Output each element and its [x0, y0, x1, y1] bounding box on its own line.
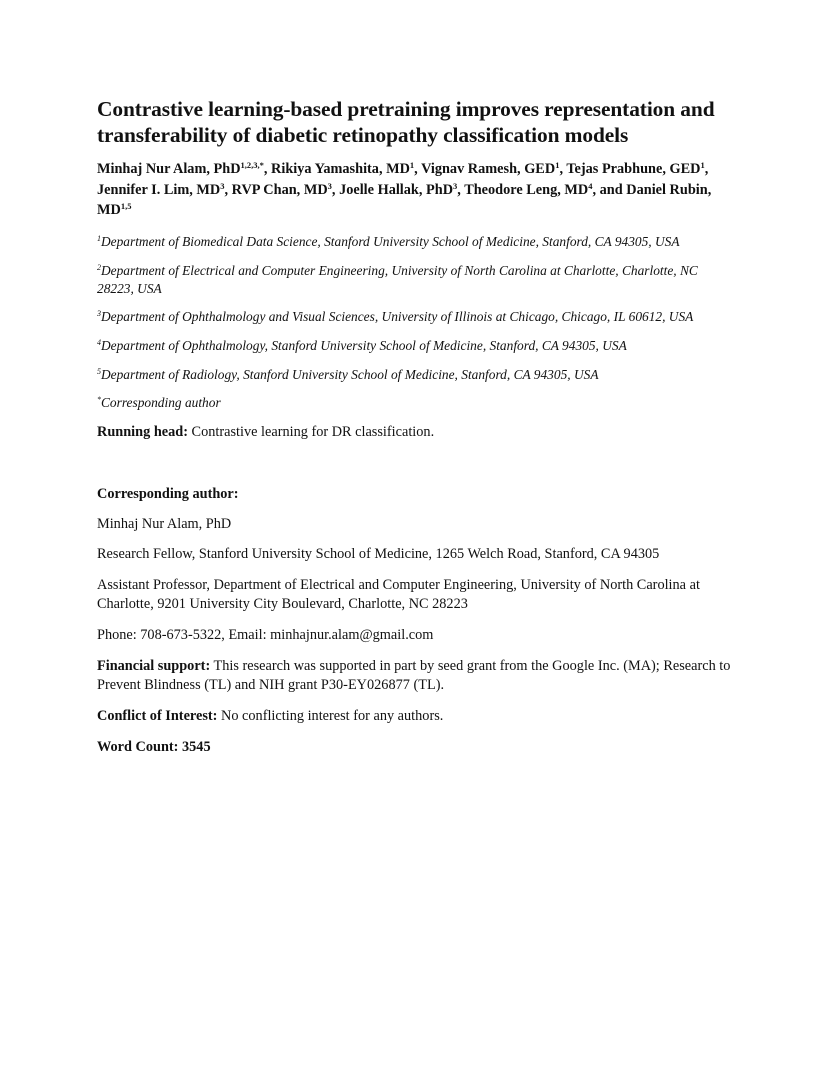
author-list — [97, 159, 737, 221]
author: Jennifer I. Lim, $MD^3$, — [97, 180, 232, 198]
affiliation: $^2$Department of Electrical and Computer Engineering, University of North Carolina at Charlotte, Charlotte, NC 28223, USA — [97, 263, 698, 296]
author: Joelle Hallak, PhD$^3$, — [339, 180, 465, 198]
affiliation: $^4$Department of Ophthalmology, Stanford University School of Medicine, Stanford, CA 94305, USA — [97, 338, 627, 353]
corresponding-position: Assistant Professor, Department of Electrical and Computer Engineering, University of North Carolina at Charlotte, 9201 University City Boulevard, Charlotte, NC 28223 — [97, 577, 700, 612]
corresponding-name: Minhaj Nur Alam, PhD — [97, 516, 232, 532]
corresponding-heading: Corresponding author: — [97, 486, 239, 502]
contact-info: Phone: 708-673-5322, Email: minhajnur.alam@gmail.com — [97, 627, 434, 643]
word-count: Word Count: 3545 — [97, 739, 211, 755]
affiliation: $^3$Department of Ophthalmology and Visual Sciences, University of Illinois at Chicago, Chicago, IL 60612, USA — [97, 309, 694, 324]
author: Vignav Ramesh, GED$^1$, — [421, 160, 567, 177]
author: Rikiya Yamashita, $MD^1$, — [271, 160, 422, 177]
paper-title: Contrastive learning-based pretraining improves representation and transferability of diabetic retinopathy classification models — [97, 97, 715, 147]
author: Minhaj Nur Alam, PhD$^{1,2,3,*}$, — [97, 160, 272, 177]
affiliation: $^1$Department of Biomedical Data Science, Stanford University School of Medicine, Stanford, CA 94305, USA — [97, 234, 680, 249]
author: RVP Chan, $MD^3$, — [231, 180, 340, 198]
affiliation: $^5$Department of Radiology, Stanford University School of Medicine, Stanford, CA 94305, USA — [97, 367, 599, 382]
conflict-of-interest: Conflict of Interest: No conflicting interest for any authors. — [97, 708, 444, 724]
author: Theodore Leng, $MD^4$, and — [464, 180, 627, 198]
financial-support: Financial support: This research was supported in part by seed grant from the Google Inc. (MA); Research to Prevent Blindness (TL) and NIH grant P30-EY026877 (TL). — [97, 658, 731, 693]
author: Daniel Rubin, MD$^{1,5}$ — [97, 181, 712, 218]
corresponding-position: Research Fellow, Stanford University School of Medicine, 1265 Welch Road, Stanford, CA 94305 — [97, 546, 660, 562]
running-head: Running head: Contrastive learning for DR classification. — [97, 424, 435, 440]
author: Tejas Prabhune, GED$^1$, — [566, 160, 709, 177]
corresponding-author-note: *Corresponding author — [97, 395, 221, 410]
